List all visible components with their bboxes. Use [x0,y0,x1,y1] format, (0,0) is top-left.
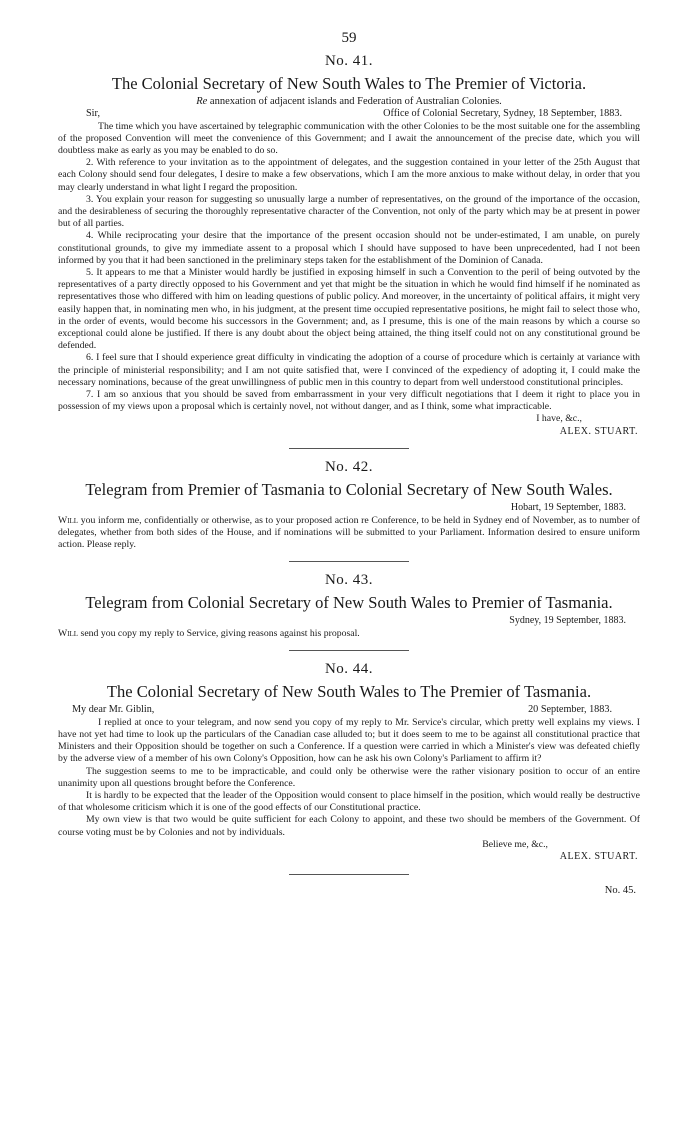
dateline: Sydney, 19 September, 1883. [509,615,626,627]
document-title: The Colonial Secretary of New South Wales to The Premier of Tasmania. [106,682,592,702]
dateline: 20 September, 1883. [528,704,612,716]
paragraph: 5. It appears to me that a Minister would hardly be justified in exposing himself in such a Convention to the peril of being outvoted by the representatives of a party directly opposed to his Government and yet that might be the situation in which he would find himself if he nominated as representatives those who differed with him on leading questions of public policy. And moreover, in the uncertainty of political affairs, it might very easily happen that, in nominating men who, in his judgment, at the present time occupied representative positions, he might fail to select those who, in the order of events, would become his successors in the Government; and, as I presume, this is one of the main reasons by which a course so exceptional could alone be justified. If there is any doubt about the object being attained, the thing itself could not on any constitutional ground be defended. [58,267,640,352]
section-divider [289,448,409,449]
document-number: No. 43. [324,572,374,589]
dateline: Hobart, 19 September, 1883. [510,502,626,514]
telegram-body: you inform me, confidentially or otherwise, as to your proposed action re Conference, to be held in Sydney end of November, as to number of delegates, whether from both sides of the House, and if nominations will be submitted to your Parliament. Information desired to ensure uniform action. Please reply. [58,514,640,551]
salutation: My dear Mr. Giblin, [72,704,155,716]
paragraph: 2. With reference to your invitation as to the appointment of delegates, and the suggestion contained in your letter of the 25th August that each Colony should send four delegates, I desire to make a few observations, which I am the more anxious to make without delay, in order that you may clearly understand in what light I regard the proposition. [58,157,640,193]
paragraph: 6. I feel sure that I should experience great difficulty in vindicating the adoption of a course of procedure which is certainly at variance with the principle of ministerial responsibility; and I am not quite satisfied that, were I convinced of the expediency of adopting it, I could make the necessary nominations, because of the great unwillingness of public men in this country to depart from well understood constitutional principles. [58,352,640,388]
next-document-catchword: No. 45. [604,884,636,896]
telegram-lead: Will [58,628,79,640]
document-subject [58,96,640,107]
paragraph: The suggestion seems to me to be impracticable, and could only be otherwise were the rather visionary position to occur of an entire unanimity upon all questions brought before the Conference. [58,765,640,789]
subject-text: annexation of adjacent islands and Federation of Australian Colonies. [207,96,502,107]
paragraph: 7. I am so anxious that you should be saved from embarrassment in your very difficult negotiations that I deem it right to place you in possession of my views upon a proposal which is certainly novel, not without danger, and as I think, some what impracticable. [58,389,640,413]
section-divider [289,561,409,562]
document-number: No. 41. [324,53,374,69]
salutation-line [58,108,640,121]
salutation: Sir, [86,108,101,119]
document-number: No. 42. [324,459,374,476]
document-43 [58,572,640,640]
document-page [58,30,640,896]
telegram-body: send you copy my reply to Service, giving reasons against his proposal. [78,628,360,640]
subject-re: Re [196,96,208,107]
telegram-text [58,515,640,552]
salutation-line [58,704,640,717]
document-number: No. 44. [324,661,374,678]
document-title: Telegram from Colonial Secretary of New South Wales to Premier of Tasmania. [85,593,613,613]
document-title: Telegram from Premier of Tasmania to Colonial Secretary of New South Wales. [85,480,613,500]
paragraph: My own view is that two would be quite sufficient for each Colony to appoint, and these two should be members of the Government. Of course voting must be by Colonies and not by individuals. [58,814,640,838]
paragraph: 3. You explain your reason for suggesting so unusually large a number of representatives, on the ground of the importance of the occasion, and the desirableness of securing the thoroughly representative character of the Convention, not only of the party which may be at present in power but of all parties. [58,193,640,230]
telegram-text [58,628,640,640]
paragraph: The time which you have ascertained by telegraphic communication with the other Colonies to be the most suitable one for the assembling of the proposed Convention will meet the convenience of this Government; and I await the announcement of the precise date, which you will doubtless make as early as you may be enabled to do so. [58,120,640,156]
section-divider [289,874,409,875]
signature: ALEX. STUART. [559,425,638,437]
telegram-lead: Will [58,514,79,526]
paragraph: I replied at once to your telegram, and now send you copy of my reply to Mr. Service's circular, which pretty well explains my views. I have not yet had time to look up the particulars of the Canadian case alluded to; but it does seem to me to be against all constitutional practice that Ministers and their Opposition should be together on such a Conference. If a question were carried in which a Minister's view was defeated chiefly by the adverse view of a member of his own Colony's Opposition, how can he ask his own Colony's Parliament to affirm it? [58,716,640,765]
page-number: 59 [341,30,357,46]
document-41 [58,53,640,438]
dateline: Office of Colonial Secretary, Sydney, 18 September, 1883. [383,108,622,119]
closing: Believe me, &c., [482,838,548,850]
closing: I have, &c., [536,413,582,425]
document-42 [58,459,640,551]
document-title: The Colonial Secretary of New South Wales to The Premier of Victoria. [111,74,587,93]
paragraph: 4. While reciprocating your desire that the importance of the present occasion should not be under-estimated, I am unable, on purely constitutional grounds, to give my immediate assent to a proposal which I should have supposed to have been unprecedented, had I not been informed by you that it had been sanctioned in the preliminary steps taken for the establishment of the Dominion of Canada. [58,230,640,266]
section-divider [289,650,409,651]
paragraph: It is hardly to be expected that the leader of the Opposition would consent to place himself in the position, which would really be destructive of that wholesome criticism which it is one of the good effects of our Constitutional practice. [58,790,640,814]
document-44 [58,661,640,863]
signature: ALEX. STUART. [559,851,638,863]
